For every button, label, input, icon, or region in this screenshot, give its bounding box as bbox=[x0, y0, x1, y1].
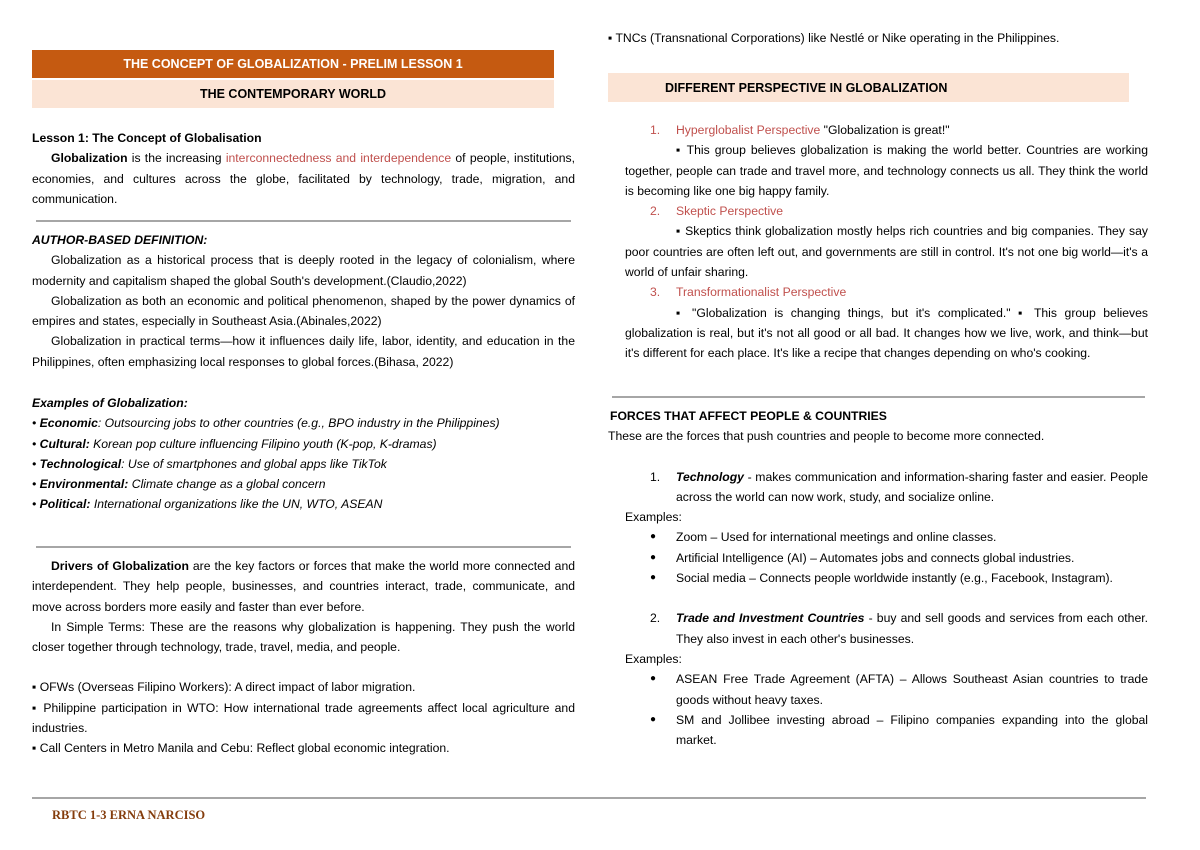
perspective-number: 2. bbox=[650, 204, 661, 219]
driver-bullet: ▪ OFWs (Overseas Filipino Workers): A direct impact of labor migration. bbox=[32, 680, 416, 695]
forces-heading: FORCES THAT AFFECT PEOPLE & COUNTRIES bbox=[610, 409, 887, 423]
definition-term: Globalization bbox=[51, 151, 128, 166]
definition-text-b: of people, institutions, economies, and cultures across the globe, facilitated by technology, trade, migration, and communication. bbox=[32, 151, 576, 206]
example-item: • Political: International organizations like the UN, WTO, ASEAN bbox=[32, 497, 383, 512]
example-text: : Outsourcing jobs to other countries (e.g., BPO industry in the Philippines) bbox=[97, 416, 500, 431]
perspectives-list bbox=[608, 120, 1148, 364]
force-example-text: Zoom – Used for international meetings and online classes. bbox=[676, 530, 997, 545]
example-label: Technological bbox=[39, 456, 122, 471]
examples-section bbox=[32, 393, 575, 515]
definition-highlight: interconnectedness and interdependence bbox=[225, 151, 452, 166]
force-example: ● Social media – Connects people worldwide instantly (e.g., Facebook, Instagram). bbox=[650, 571, 1113, 586]
footer-divider bbox=[32, 797, 1146, 799]
force-name: Technology bbox=[676, 469, 744, 484]
force-number: 2. bbox=[650, 611, 661, 626]
example-item: • Technological: Use of smartphones and global apps like TikTok bbox=[32, 456, 387, 471]
forces-section bbox=[608, 406, 1148, 750]
force-example-text: SM and Jollibee investing abroad – Filipino companies expanding into the global market. bbox=[676, 712, 1148, 748]
example-text: Korean pop culture influencing Filipino youth (K-pop, K-dramas) bbox=[89, 436, 437, 451]
perspective-quote: "Globalization is great!" bbox=[820, 123, 950, 137]
author-def-2: Globalization as both an economic and political phenomenon, shaped by the power dynamics of empires and states, especially in Southeast Asia.(Abinales,2022) bbox=[32, 293, 575, 329]
definition-text-a: is the increasing bbox=[127, 151, 226, 166]
example-label: Political: bbox=[39, 497, 91, 512]
perspective-name: Skeptic Perspective bbox=[676, 204, 784, 219]
example-item: • Cultural: Korean pop culture influencing Filipino youth (K-pop, K-dramas) bbox=[32, 436, 437, 451]
perspective-desc: ▪ "Globalization is changing things, but it's complicated." ▪ This group believes globalization is real, but it's not all good or all bad. It changes how we live, work, and think—but it's different for each place. It's like a recipe that changes depending on who's cooking. bbox=[625, 305, 1148, 361]
divider bbox=[36, 546, 571, 548]
page-subtitle: THE CONTEMPORARY WORLD bbox=[32, 80, 554, 108]
tnc-bullet: ▪ TNCs (Transnational Corporations) like Nestlé or Nike operating in the Philippines. bbox=[608, 31, 1060, 45]
drivers-section bbox=[32, 556, 575, 759]
lesson-heading: Lesson 1: The Concept of Globalisation bbox=[32, 131, 262, 145]
force-example-text: Artificial Intelligence (AI) – Automates jobs and connects global industries. bbox=[676, 550, 1075, 565]
author-definitions bbox=[32, 230, 575, 372]
lesson-section bbox=[32, 128, 575, 209]
example-label: Economic bbox=[39, 416, 98, 431]
page-title: THE CONCEPT OF GLOBALIZATION - PRELIM LESSON 1 bbox=[32, 50, 554, 78]
force-item bbox=[608, 467, 1148, 508]
perspective-number: 3. bbox=[650, 285, 661, 300]
example-item: • Economic: Outsourcing jobs to other countries (e.g., BPO industry in the Philippines) bbox=[32, 416, 500, 431]
author-def-1: Globalization as a historical process that is deeply rooted in the legacy of colonialism, where modernity and capitalism shaped the global South's development.(Claudio,2022) bbox=[32, 253, 575, 288]
perspective-name: Transformationalist Perspective bbox=[676, 285, 847, 300]
perspective-desc: ▪ This group believes globalization is making the world better. Countries are working together, people can trade and travel more, and technology connects us all. They think the world is becoming like one big happy family. bbox=[625, 143, 1148, 198]
example-text: International organizations like the UN, WTO, ASEAN bbox=[90, 497, 383, 512]
perspective-item bbox=[608, 282, 1148, 302]
force-item bbox=[608, 608, 1148, 649]
force-example-text: Social media – Connects people worldwide instantly (e.g., Facebook, Instagram). bbox=[676, 571, 1113, 586]
force-example: ● Artificial Intelligence (AI) – Automates jobs and connects global industries. bbox=[650, 550, 1075, 565]
perspective-desc: ▪ Skeptics think globalization mostly helps rich countries and big companies. They say poor countries are often left out, and governments are still in control. It's not one big world—it's a world of unfair sharing. bbox=[625, 224, 1148, 280]
drivers-text: are the key factors or forces that make the world more connected and interdependent. They help people, businesses, and countries interact, trade, communicate, and move across borders more easily and faster than ever before. bbox=[32, 559, 575, 614]
driver-bullet: ▪ Philippine participation in WTO: How international trade agreements affect local agriculture and industries. bbox=[32, 700, 575, 736]
drivers-paragraph bbox=[32, 556, 575, 617]
examples-label: Examples: bbox=[625, 510, 682, 525]
examples-heading: Examples of Globalization: bbox=[32, 396, 188, 410]
example-text: Climate change as a global concern bbox=[128, 477, 326, 492]
examples-label: Examples: bbox=[625, 651, 682, 666]
definition-paragraph bbox=[32, 148, 575, 209]
perspective-item bbox=[608, 120, 1148, 140]
forces-intro: These are the forces that push countries and people to become more connected. bbox=[608, 429, 1045, 444]
driver-bullet: ▪ Call Centers in Metro Manila and Cebu: Reflect global economic integration. bbox=[32, 741, 450, 756]
example-label: Environmental: bbox=[39, 477, 129, 492]
perspectives-heading: DIFFERENT PERSPECTIVE IN GLOBALIZATION bbox=[608, 73, 1129, 102]
example-label: Cultural: bbox=[39, 436, 90, 451]
force-example: ● SM and Jollibee investing abroad – Filipino companies expanding into the global market. bbox=[650, 712, 1148, 748]
drivers-term: Drivers of Globalization bbox=[51, 559, 189, 573]
force-number: 1. bbox=[650, 469, 661, 484]
drivers-simple: In Simple Terms: These are the reasons why globalization is happening. They push the world closer together through technology, trade, travel, media, and people. bbox=[32, 619, 575, 655]
force-example-text: ASEAN Free Trade Agreement (AFTA) – Allows Southeast Asian countries to trade goods without heavy taxes. bbox=[676, 672, 1148, 707]
force-example: ● ASEAN Free Trade Agreement (AFTA) – Allows Southeast Asian countries to trade goods without heavy taxes. bbox=[650, 672, 1148, 707]
perspective-item bbox=[608, 201, 1148, 221]
force-example: ● Zoom – Used for international meetings and online classes. bbox=[650, 530, 997, 545]
example-item: • Environmental: Climate change as a global concern bbox=[32, 477, 326, 492]
example-text: : Use of smartphones and global apps like TikTok bbox=[121, 456, 387, 471]
perspective-number: 1. bbox=[650, 123, 661, 137]
author-heading: AUTHOR-BASED DEFINITION: bbox=[32, 233, 208, 247]
force-text: - buy and sell goods and services from each other. They also invest in each other's businesses. bbox=[676, 611, 1148, 646]
divider bbox=[36, 220, 571, 222]
divider bbox=[612, 396, 1145, 398]
force-name: Trade and Investment Countries bbox=[676, 611, 865, 626]
force-text: - makes communication and information-sharing faster and easier. People across the world can now work, study, and socialize online. bbox=[676, 469, 1148, 504]
author-def-3: Globalization in practical terms—how it influences daily life, labor, identity, and education in the Philippines, often emphasizing local responses to global forces.(Bihasa, 2022) bbox=[32, 334, 575, 369]
footer-author: RBTC 1-3 ERNA NARCISO bbox=[52, 808, 206, 822]
perspective-name: Hyperglobalist Perspective bbox=[676, 123, 821, 137]
